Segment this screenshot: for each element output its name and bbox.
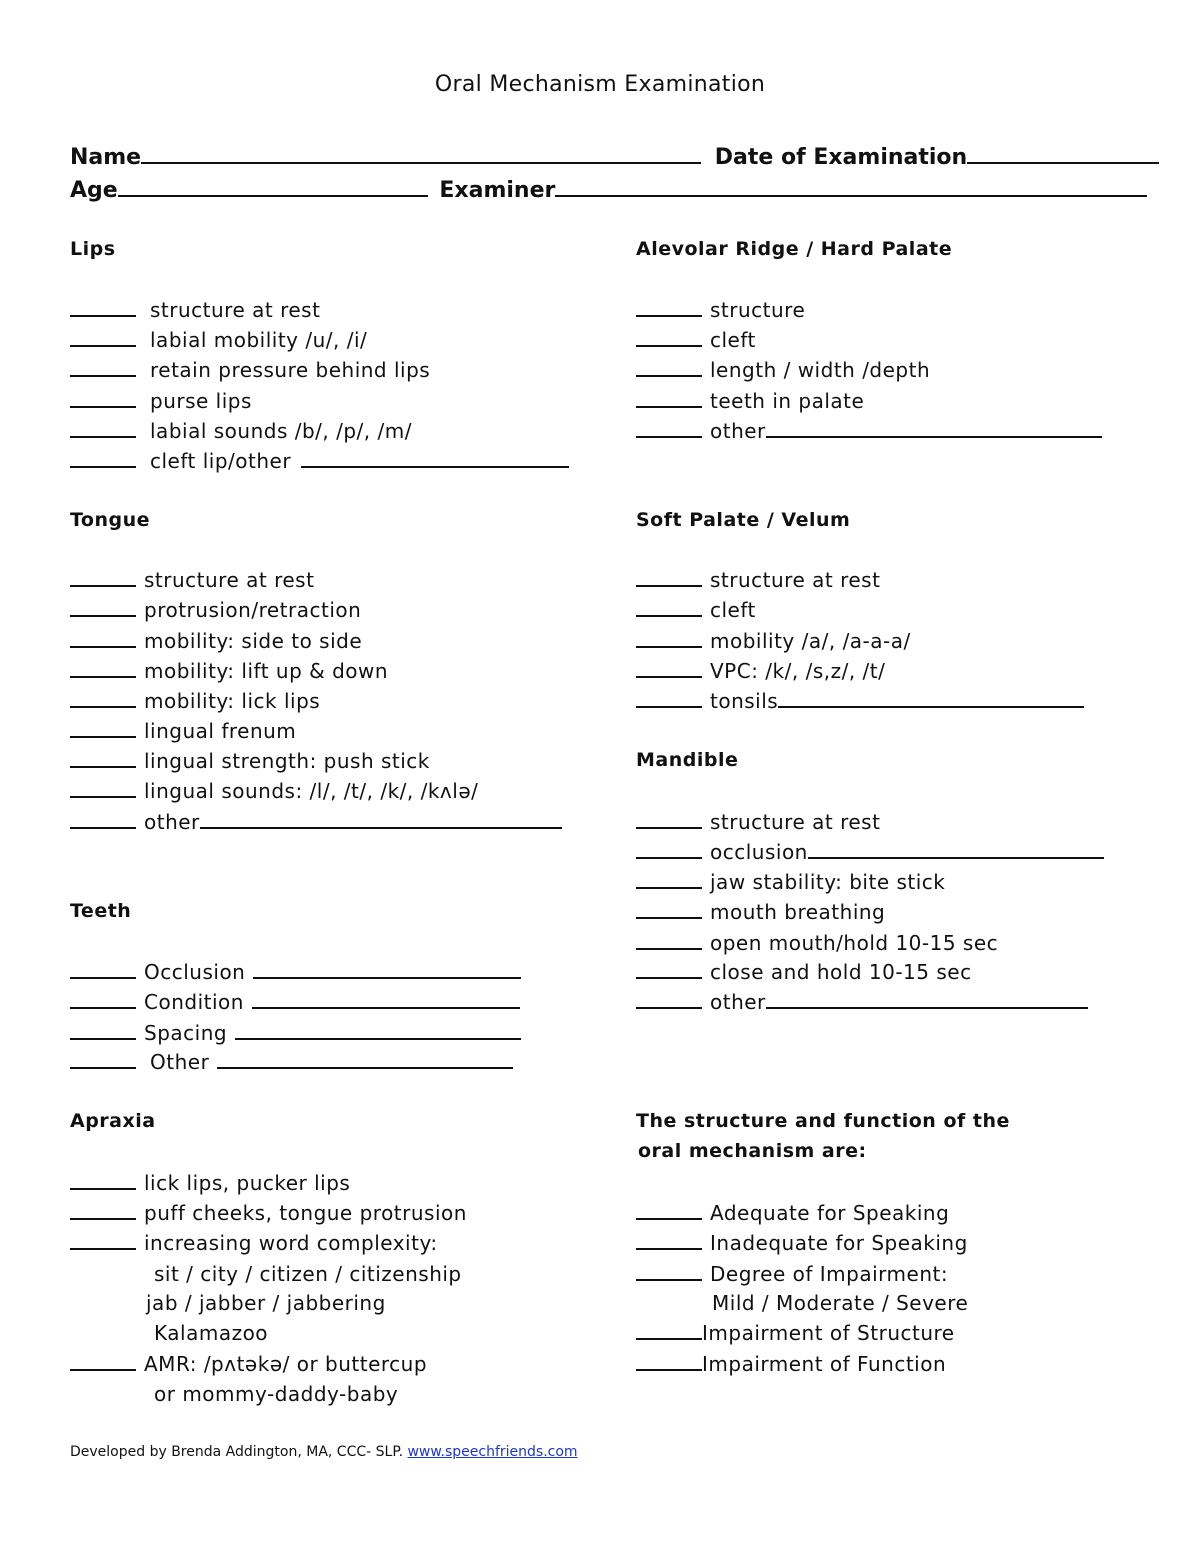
score-blank[interactable] — [636, 1202, 702, 1220]
score-blank[interactable] — [70, 1232, 136, 1250]
mandible-item[interactable]: mouth breathing — [636, 900, 885, 924]
fill-line[interactable] — [301, 450, 569, 468]
fill-line[interactable] — [766, 420, 1102, 438]
score-blank[interactable] — [70, 299, 136, 317]
score-blank[interactable] — [70, 1202, 136, 1220]
score-blank[interactable] — [70, 329, 136, 347]
score-blank[interactable] — [70, 359, 136, 377]
footer-credit: Developed by Brenda Addington, MA, CCC- SLP. — [70, 1444, 404, 1460]
fill-line[interactable] — [200, 811, 562, 829]
date-label: Date of Examination — [714, 145, 968, 170]
fill-line[interactable] — [217, 1051, 513, 1069]
velum-item[interactable]: tonsils — [636, 689, 1084, 713]
tongue-item[interactable]: mobility: lick lips — [70, 689, 320, 713]
apraxia-heading: Apraxia — [70, 1110, 156, 1132]
fill-line[interactable] — [253, 961, 521, 979]
velum-item[interactable]: structure at rest — [636, 568, 880, 592]
score-blank[interactable] — [636, 630, 702, 648]
summary-item[interactable]: Impairment of Function — [636, 1352, 946, 1376]
score-blank[interactable] — [70, 720, 136, 738]
tongue-item[interactable]: lingual frenum — [70, 719, 296, 743]
tongue-item[interactable]: other — [70, 810, 562, 834]
lips-item[interactable]: retain pressure behind lips — [70, 358, 430, 382]
score-blank[interactable] — [70, 780, 136, 798]
score-blank[interactable] — [636, 932, 702, 950]
apraxia-word-list: sit / city / citizen / citizenship — [154, 1262, 462, 1286]
fill-line[interactable] — [252, 991, 520, 1009]
page-title: Oral Mechanism Examination — [434, 72, 766, 97]
lips-heading: Lips — [70, 238, 116, 260]
teeth-item[interactable]: Condition — [70, 990, 520, 1014]
summary-item[interactable]: Impairment of Structure — [636, 1321, 955, 1345]
palate-item[interactable]: cleft — [636, 328, 756, 352]
score-blank[interactable] — [636, 901, 702, 919]
tongue-item[interactable]: mobility: side to side — [70, 629, 362, 653]
score-blank[interactable] — [70, 991, 136, 1009]
fill-line[interactable] — [808, 841, 1104, 859]
score-blank[interactable] — [70, 1022, 136, 1040]
score-blank[interactable] — [70, 599, 136, 617]
score-blank[interactable] — [636, 991, 702, 1009]
apraxia-word-list: Kalamazoo — [154, 1321, 269, 1345]
mandible-item[interactable]: jaw stability: bite stick — [636, 870, 945, 894]
velum-item[interactable]: mobility /a/, /a-a-a/ — [636, 629, 911, 653]
tongue-item[interactable]: protrusion/retraction — [70, 598, 361, 622]
score-blank[interactable] — [70, 1172, 136, 1190]
footer — [70, 1444, 578, 1460]
teeth-item[interactable]: Occlusion — [70, 960, 521, 984]
score-blank[interactable] — [70, 811, 136, 829]
name-line[interactable] — [141, 140, 701, 164]
mandible-item[interactable]: structure at rest — [636, 810, 880, 834]
palate-item[interactable]: length / width /depth — [636, 358, 930, 382]
examiner-label: Examiner — [439, 178, 556, 203]
palate-item[interactable]: structure — [636, 298, 805, 322]
velum-item[interactable]: cleft — [636, 598, 756, 622]
footer-link[interactable]: www.speechfriends.com — [407, 1444, 578, 1460]
fill-line[interactable] — [766, 991, 1088, 1009]
score-blank[interactable] — [636, 1263, 702, 1281]
apraxia-item[interactable]: lick lips, pucker lips — [70, 1171, 350, 1195]
age-line[interactable] — [118, 173, 428, 197]
velum-heading: Soft Palate / Velum — [636, 509, 851, 531]
score-blank[interactable] — [636, 390, 702, 408]
summary-item[interactable]: Inadequate for Speaking — [636, 1231, 968, 1255]
mandible-item[interactable]: other — [636, 990, 1088, 1014]
teeth-item[interactable]: Other — [70, 1050, 513, 1074]
severity-options: Mild / Moderate / Severe — [712, 1291, 969, 1315]
score-blank[interactable] — [70, 660, 136, 678]
score-blank[interactable] — [70, 569, 136, 587]
palate-item[interactable]: teeth in palate — [636, 389, 864, 413]
fill-line[interactable] — [235, 1022, 521, 1040]
apraxia-item[interactable]: increasing word complexity: — [70, 1231, 438, 1255]
apraxia-item[interactable]: puff cheeks, tongue protrusion — [70, 1201, 467, 1225]
age-field[interactable] — [70, 173, 1147, 203]
date-line[interactable] — [967, 140, 1159, 164]
score-blank[interactable] — [70, 1051, 136, 1069]
lips-item[interactable]: purse lips — [70, 389, 252, 413]
score-blank[interactable] — [636, 420, 702, 438]
score-blank[interactable] — [636, 841, 702, 859]
score-blank[interactable] — [636, 329, 702, 347]
score-blank[interactable] — [70, 420, 136, 438]
score-blank[interactable] — [636, 871, 702, 889]
summary-item[interactable]: Degree of Impairment: — [636, 1262, 948, 1286]
score-blank[interactable] — [636, 359, 702, 377]
score-blank[interactable] — [70, 630, 136, 648]
tongue-item[interactable]: lingual strength: push stick — [70, 749, 430, 773]
score-blank[interactable] — [70, 1353, 136, 1371]
palate-item[interactable]: other — [636, 419, 1102, 443]
apraxia-amr-cont: or mommy-daddy-baby — [154, 1382, 399, 1406]
score-blank[interactable] — [70, 450, 136, 468]
mandible-item[interactable]: occlusion — [636, 840, 1104, 864]
summary-heading-line2: oral mechanism are: — [638, 1140, 867, 1162]
score-blank[interactable] — [70, 390, 136, 408]
teeth-heading: Teeth — [70, 900, 132, 922]
mandible-item[interactable]: open mouth/hold 10-15 sec — [636, 931, 998, 955]
score-blank[interactable] — [636, 690, 702, 708]
score-blank[interactable] — [636, 961, 702, 979]
lips-item[interactable]: labial mobility /u/, /i/ — [70, 328, 367, 352]
examiner-line[interactable] — [555, 173, 1147, 197]
mandible-heading: Mandible — [636, 749, 739, 771]
score-blank[interactable] — [636, 1322, 702, 1340]
summary-heading-line1: The structure and function of the — [636, 1110, 1010, 1132]
mandible-item[interactable]: close and hold 10-15 sec — [636, 960, 972, 984]
score-blank[interactable] — [70, 750, 136, 768]
score-blank[interactable] — [636, 599, 702, 617]
score-blank[interactable] — [70, 961, 136, 979]
teeth-item[interactable]: Spacing — [70, 1021, 521, 1045]
score-blank[interactable] — [636, 811, 702, 829]
lips-item[interactable]: cleft lip/other — [70, 449, 569, 473]
apraxia-amr-item[interactable]: AMR: /pʌtəkə/ or buttercup — [70, 1352, 427, 1376]
score-blank[interactable] — [636, 660, 702, 678]
summary-item[interactable]: Adequate for Speaking — [636, 1201, 949, 1225]
lips-item[interactable]: structure at rest — [70, 298, 320, 322]
fill-line[interactable] — [778, 690, 1084, 708]
lips-item[interactable]: labial sounds /b/, /p/, /m/ — [70, 419, 412, 443]
apraxia-word-list: jab / jabber / jabbering — [146, 1291, 386, 1315]
age-label: Age — [70, 178, 118, 203]
palate-heading: Alevolar Ridge / Hard Palate — [636, 238, 953, 260]
tongue-item[interactable]: structure at rest — [70, 568, 314, 592]
tongue-item[interactable]: mobility: lift up & down — [70, 659, 388, 683]
score-blank[interactable] — [636, 1353, 702, 1371]
velum-item[interactable]: VPC: /k/, /s,z/, /t/ — [636, 659, 885, 683]
score-blank[interactable] — [636, 1232, 702, 1250]
score-blank[interactable] — [70, 690, 136, 708]
name-label: Name — [70, 145, 142, 170]
score-blank[interactable] — [636, 299, 702, 317]
tongue-heading: Tongue — [70, 509, 151, 531]
name-field[interactable] — [70, 140, 1159, 170]
score-blank[interactable] — [636, 569, 702, 587]
tongue-item[interactable]: lingual sounds: /l/, /t/, /k/, /kʌlə/ — [70, 779, 478, 803]
